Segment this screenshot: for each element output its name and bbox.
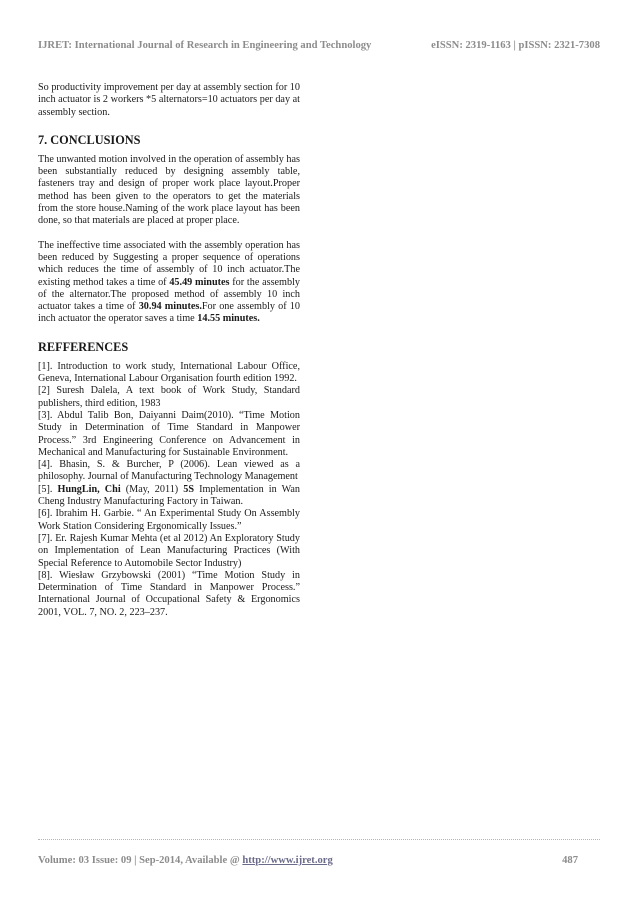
footer-divider <box>38 839 600 840</box>
para2-text-2: for the assembly of the alternator.The proposed method of assembly 10 inch actuator takes a time of <box>38 276 300 313</box>
reference-5-prefix: [5]. <box>38 483 58 495</box>
reference-5-date: (May, 2011) <box>120 483 184 495</box>
main-column <box>38 82 300 619</box>
reference-5-5s: 5S <box>183 483 195 495</box>
conclusions-heading: 7. CONCLUSIONS <box>38 132 141 147</box>
time-saved: 14.55 minutes. <box>197 313 260 325</box>
page-header <box>38 40 600 51</box>
references-list <box>38 361 300 619</box>
reference-5-author: HungLin, Chi <box>57 483 121 495</box>
intro-paragraph: So productivity improvement per day at assembly section for 10 inch actuator is 2 workers *5 alternators=10 actuators per day at assembly section. <box>38 82 300 118</box>
references-heading: REFFERENCES <box>38 339 129 354</box>
page-footer <box>38 855 578 866</box>
page-number: 487 <box>562 855 578 866</box>
reference-4: [4]. Bhasin, S. & Burcher, P (2006). Lean viewed as a philosophy. Journal of Manufacturing Technology Management <box>38 459 300 483</box>
reference-6: [6]. Ibrahim H. Garbie. “ An Experimental Study On Assembly Work Station Considering Ergonomically Issues.” <box>38 508 300 532</box>
conclusions-paragraph-1: The unwanted motion involved in the operation of assembly has been substantially reduced by designing assembly table, fasteners tray and design of proper work place layout.Proper method has been given to the operators to get the materials from the store house.Naming of the work place layout has been done, so that materials are placed at proper place. <box>38 153 300 227</box>
para2-text-1: The ineffective time associated with the assembly operation has been reduced by Suggesting a proper sequence of operations which reduces the time of assembly of 10 inch actuator.The existing method takes a time of <box>38 239 300 288</box>
reference-2: [2] Suresh Dalela, A text book of Work Study, Standard publishers, third edition, 1983 <box>38 385 300 409</box>
journal-link[interactable]: http://www.ijret.org <box>242 855 333 866</box>
reference-3: [3]. Abdul Talib Bon, Daiyanni Daim(2010). “Time Motion Study in Determination of Time Standard in Manpower Process.” 3rd Engineering Conference on Advancement in Mechanical and Manufacturing for Sustainable Environment. <box>38 409 300 458</box>
reference-8: [8]. Wiesław Grzybowski (2001) “Time Motion Study in Determination of Time Standard in Manpower Process.” International Journal of Occupational Safety & Ergonomics 2001, VOL. 7, NO. 2, 223–237. <box>38 569 300 618</box>
reference-7: [7]. Er. Rajesh Kumar Mehta (et al 2012) An Exploratory Study on Implementation of Lean Manufacturing Practices (With Special Reference to Automobile Sector Industry) <box>38 532 300 569</box>
reference-5 <box>38 484 300 509</box>
volume-text: Volume: 03 Issue: 09 | Sep-2014, Available @ <box>38 855 243 866</box>
reference-1: [1]. Introduction to work study, International Labour Office, Geneva, International Labour Organisation fourth edition 1992. <box>38 360 300 385</box>
conclusions-paragraph-2 <box>38 240 300 326</box>
journal-title: IJRET: International Journal of Research in Engineering and Technology <box>38 40 372 51</box>
reference-5-title: Implementation in Wan Cheng Industry Manufacturing Factory in Taiwan. <box>38 483 300 508</box>
footer-volume-info <box>38 855 333 866</box>
proposed-time: 30.94 minutes. <box>138 301 202 313</box>
existing-time: 45.49 minutes <box>169 276 230 288</box>
para2-text-3: For one assembly of 10 inch actuator the operator saves a time <box>38 301 300 325</box>
issn-info: eISSN: 2319-1163 | pISSN: 2321-7308 <box>431 40 600 51</box>
